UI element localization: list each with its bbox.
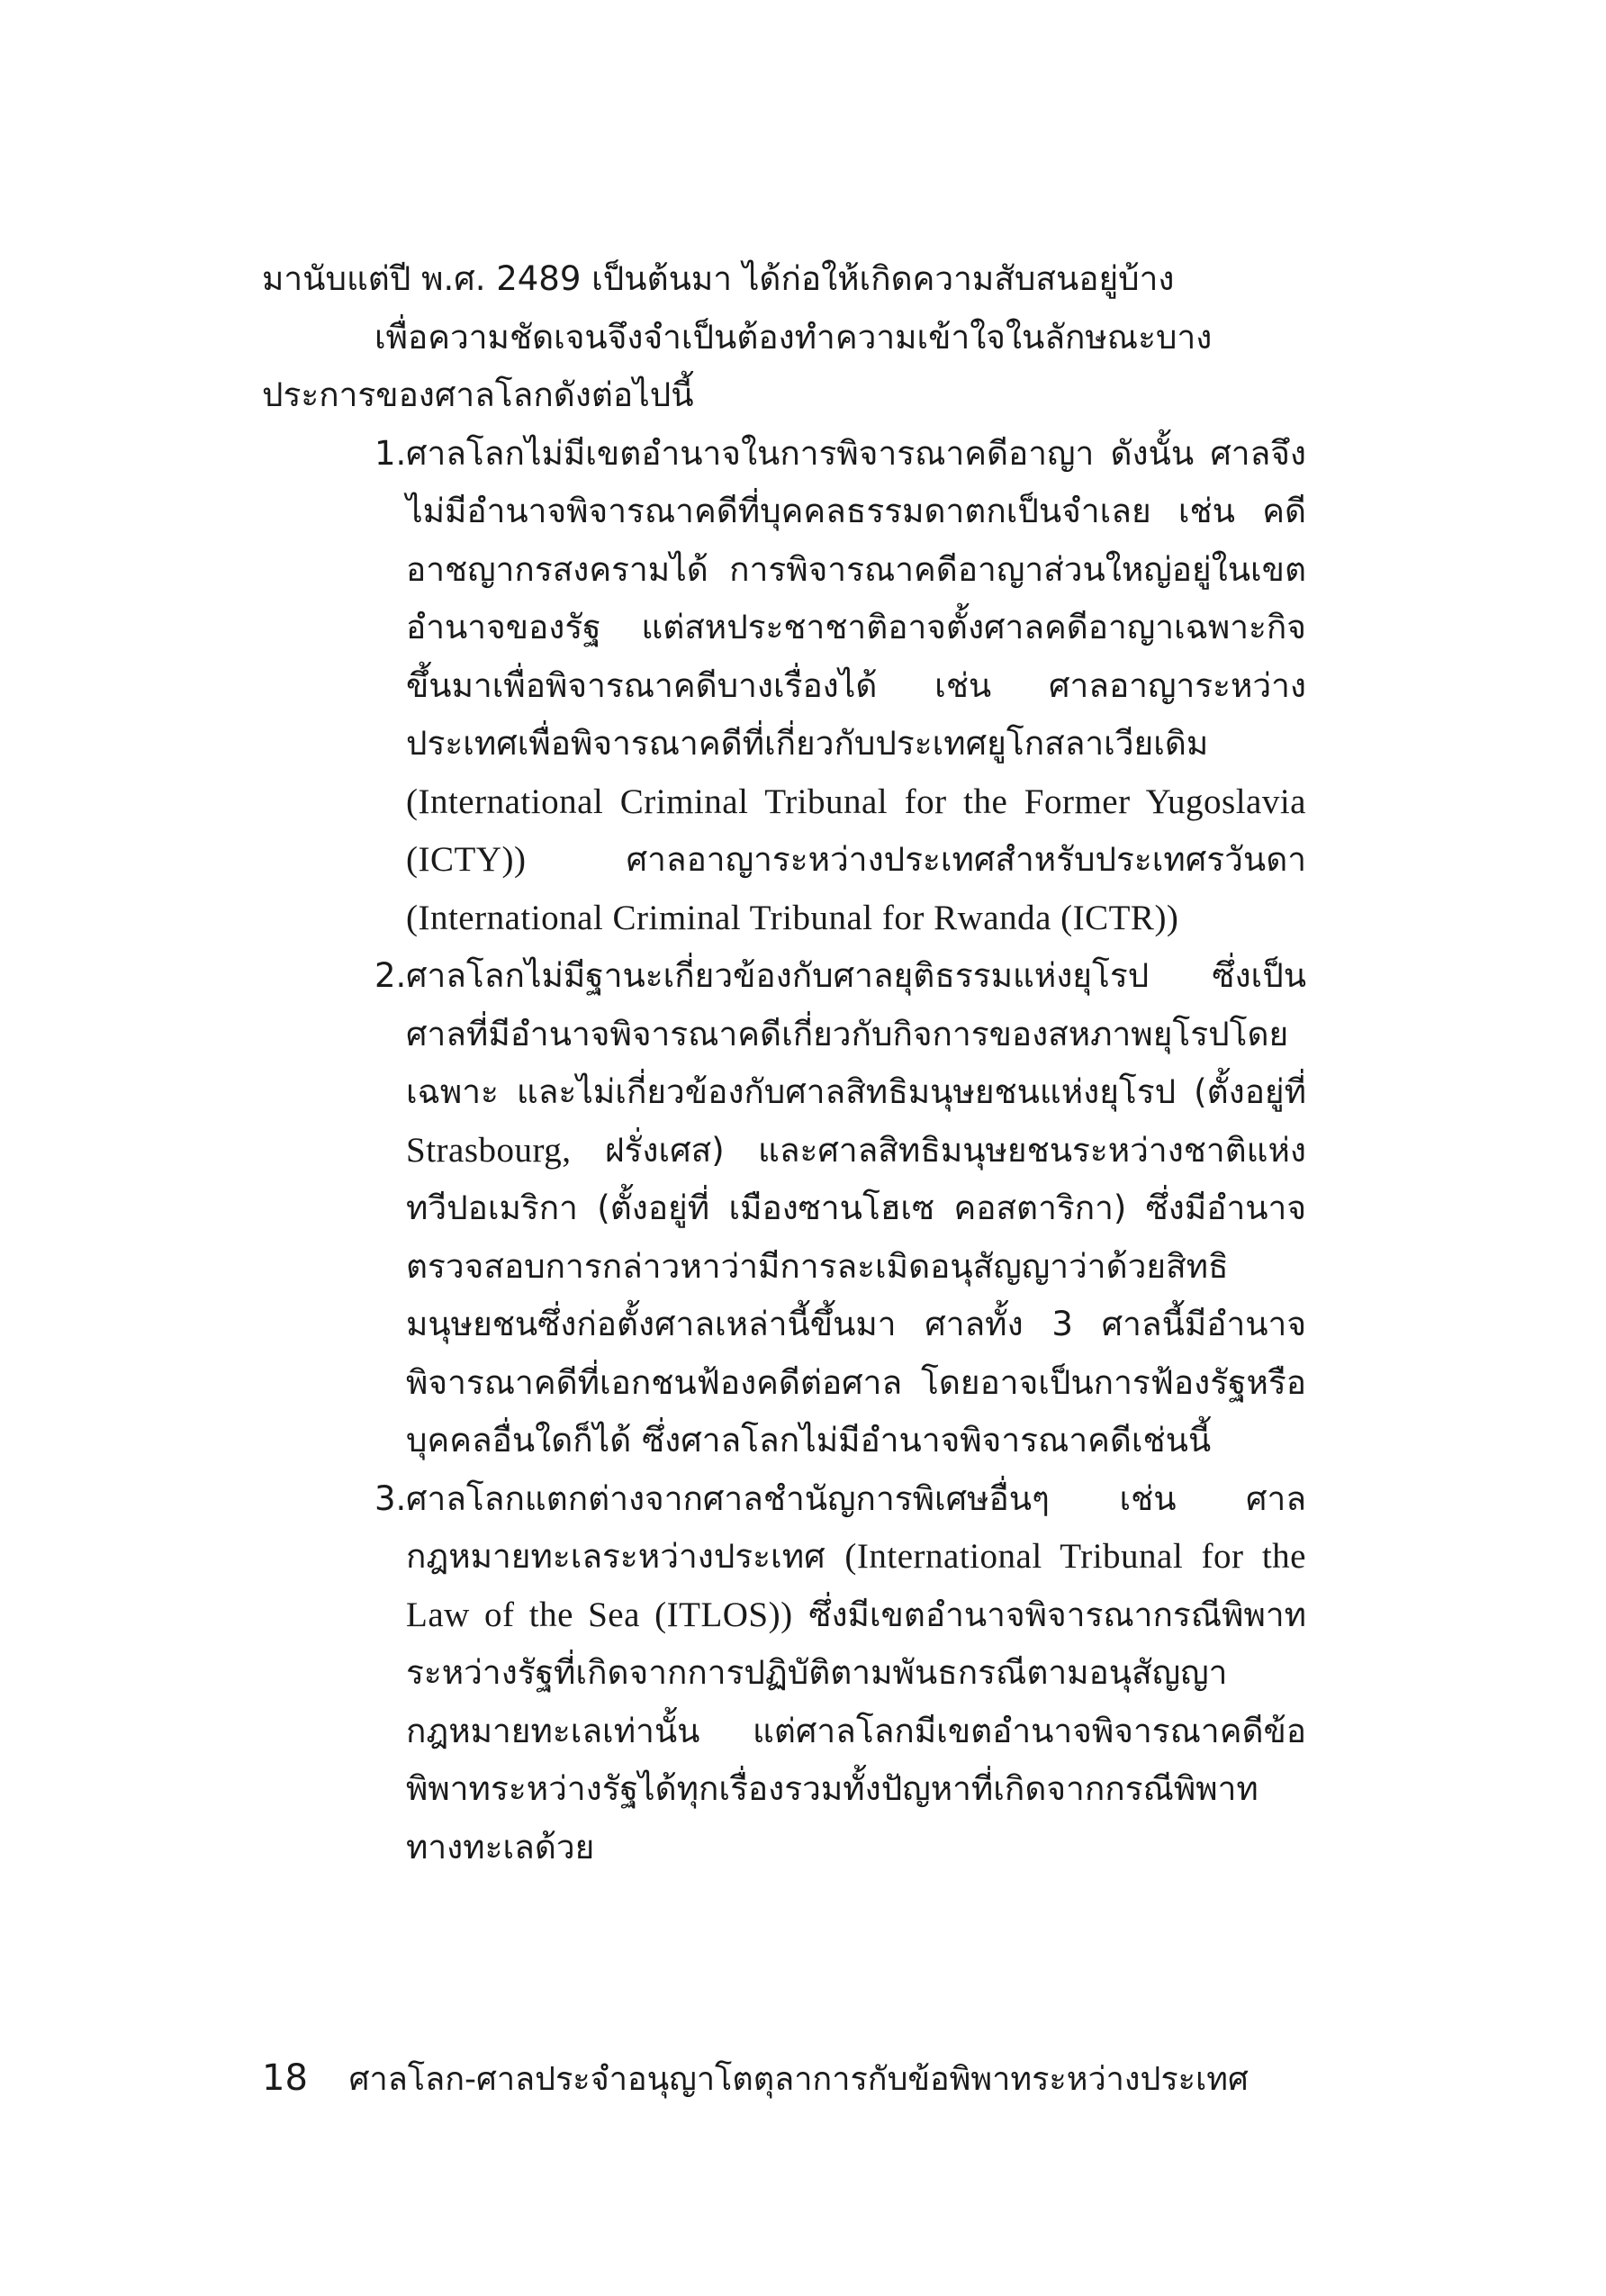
body-text xyxy=(262,250,1306,1876)
item-3-text-a: ศาลโลกแตกต่างจากศาลชำนัญการพิเศษอื่นๆ เช่น ศาลกฎหมายทะเลระหว่างประเทศ xyxy=(406,1478,1306,1576)
page-number: 18 xyxy=(262,2057,308,2099)
list-item-2 xyxy=(262,947,1306,1470)
item-2-text-strasbourg: Strasbourg, xyxy=(406,1130,572,1170)
list-number-1: 1. xyxy=(374,433,407,473)
list-item-3 xyxy=(262,1470,1306,1877)
item-2-text-a: ศาลโลกไม่มีฐานะเกี่ยวข้องกับศาลยุติธรรมแห่งยุโรป ซึ่งเป็นศาลที่มีอำนาจพิจารณาคดีเกี่ยวกับกิจการของสหภาพยุโรปโดยเฉพาะ และไม่เกี่ยวข้องกับศาลสิทธิมนุษยชนแห่งยุโรป (ตั้งอยู่ที่ xyxy=(406,956,1306,1111)
item-1-text-icty: (International Criminal Tribunal for the Former Yugoslavia (ICTY)) xyxy=(406,782,1306,879)
page-footer xyxy=(262,2053,1342,2105)
item-3-text-b: ซึ่งมีเขตอำนาจพิจารณากรณีพิพาทระหว่างรัฐที่เกิดจากการปฏิบัติตามพันธกรณีตามอนุสัญญากฎหมายทะเลเท่านั้น แต่ศาลโลกมีเขตอำนาจพิจารณาคดีข้อพิพาทระหว่างรัฐได้ทุกเรื่องรวมทั้งปัญหาที่เกิดจากกรณีพิพาททางทะเลด้วย xyxy=(406,1595,1306,1867)
list-number-2: 2. xyxy=(374,956,407,995)
paragraph-intro: เพื่อความชัดเจนจึงจำเป็นต้องทำความเข้าใจในลักษณะบางประการของศาลโลกดังต่อไปนี้ xyxy=(262,317,1213,414)
item-1-text-b: ศาลอาญาระหว่างประเทศสำหรับประเทศรวันดา xyxy=(626,840,1306,879)
paragraph-continuation: มานับแต่ปี พ.ศ. 2489 เป็นต้นมา ได้ก่อให้เกิดความสับสนอยู่บ้าง xyxy=(262,259,1175,298)
list-number-3: 3. xyxy=(374,1478,407,1518)
numbered-list xyxy=(262,425,1306,1877)
list-item-1 xyxy=(262,425,1306,948)
running-title: ศาลโลก-ศาลประจำอนุญาโตตุลาการกับข้อพิพาทระหว่างประเทศ xyxy=(348,2061,1249,2098)
item-1-text-a: ศาลโลกไม่มีเขตอำนาจในการพิจารณาคดีอาญา ดังนั้น ศาลจึงไม่มีอำนาจพิจารณาคดีที่บุคคลธรรมดาตกเป็นจำเลย เช่น คดีอาชญากรสงครามได้ การพิจารณาคดีอาญาส่วนใหญ่อยู่ในเขตอำนาจของรัฐ แต่สหประชาชาติอาจตั้งศาลคดีอาญาเฉพาะกิจขึ้นมาเพื่อพิจารณาคดีบางเรื่องได้ เช่น ศาลอาญาระหว่างประเทศเพื่อพิจารณาคดีที่เกี่ยวกับประเทศยูโกสลาเวียเดิม xyxy=(406,433,1306,763)
item-1-text-ictr: (International Criminal Tribunal for Rwanda (ICTR)) xyxy=(406,898,1179,937)
item-3-text-itlos: (International Tribunal for the Law of the Sea (ITLOS)) xyxy=(406,1537,1306,1634)
item-2-text-b: ฝรั่งเศส) และศาลสิทธิมนุษยชนระหว่างชาติแห่งทวีปอเมริกา (ตั้งอยู่ที่ เมืองซานโฮเซ คอสตาริกา) ซึ่งมีอำนาจตรวจสอบการกล่าวหาว่ามีการละเมิดอนุสัญญาว่าด้วยสิทธิมนุษยชนซึ่งก่อตั้งศาลเหล่านี้ขึ้นมา ศาลทั้ง 3 ศาลนี้มีอำนาจพิจารณาคดีที่เอกชนฟ้องคดีต่อศาล โดยอาจเป็นการฟ้องรัฐหรือบุคคลอื่นใดก็ได้ ซึ่งศาลโลกไม่มีอำนาจพิจารณาคดีเช่นนี้ xyxy=(406,1130,1306,1460)
